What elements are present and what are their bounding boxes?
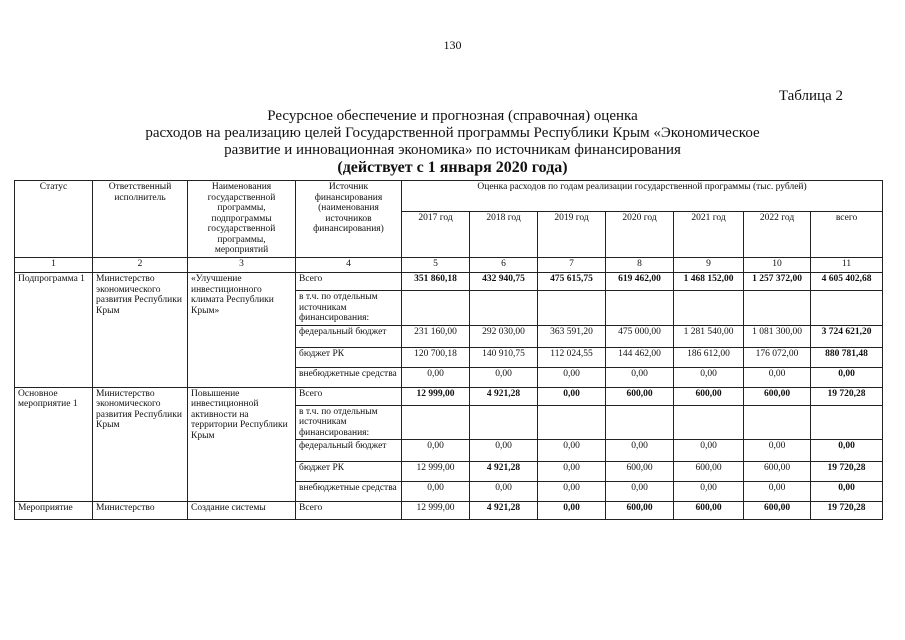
value-cell: 4 921,28	[470, 462, 538, 482]
value-cell: 600,00	[744, 502, 811, 520]
header-year-2017: 2017 год	[402, 212, 470, 258]
value-cell: 19 720,28	[811, 462, 883, 482]
value-cell: 4 921,28	[470, 502, 538, 520]
value-cell: 1 081 300,00	[744, 325, 811, 347]
source-cell: в т.ч. по отдельным источникам финансирования:	[296, 291, 402, 326]
value-cell: 432 940,75	[470, 273, 538, 291]
value-cell: 619 462,00	[606, 273, 674, 291]
value-cell: 880 781,48	[811, 347, 883, 367]
value-cell: 351 860,18	[402, 273, 470, 291]
block-executor: Министерство экономического развития Республики Крым	[93, 273, 188, 388]
value-cell: 231 160,00	[402, 325, 470, 347]
col-number: 8	[606, 258, 674, 273]
value-cell: 600,00	[744, 387, 811, 405]
block-status: Подпрограмма 1	[15, 273, 93, 388]
value-cell: 19 720,28	[811, 502, 883, 520]
header-year-2022: 2022 год	[744, 212, 811, 258]
value-cell: 600,00	[744, 462, 811, 482]
block-name: Создание системы	[188, 502, 296, 520]
value-cell	[674, 291, 744, 326]
source-cell: Всего	[296, 387, 402, 405]
block-executor: Министерство экономического развития Республики Крым	[93, 387, 188, 502]
source-cell: в т.ч. по отдельным источникам финансирования:	[296, 405, 402, 440]
value-cell: 0,00	[674, 367, 744, 387]
title-line-2: расходов на реализацию целей Государственной программы Республики Крым «Экономическое	[145, 125, 760, 141]
value-cell	[402, 291, 470, 326]
header-executor: Ответственный исполнитель	[93, 181, 188, 258]
value-cell: 19 720,28	[811, 387, 883, 405]
block-name: «Улучшение инвестиционного климата Республики Крым»	[188, 273, 296, 388]
value-cell: 0,00	[470, 440, 538, 462]
value-cell: 0,00	[811, 482, 883, 502]
value-cell: 0,00	[402, 367, 470, 387]
header-estimate: Оценка расходов по годам реализации государственной программы (тыс. рублей)	[402, 181, 883, 212]
table-title	[0, 108, 905, 176]
value-cell: 186 612,00	[674, 347, 744, 367]
value-cell	[674, 405, 744, 440]
source-cell: Всего	[296, 273, 402, 291]
value-cell: 0,00	[606, 440, 674, 462]
value-cell: 0,00	[538, 440, 606, 462]
value-cell: 0,00	[470, 367, 538, 387]
col-number: 7	[538, 258, 606, 273]
value-cell: 12 999,00	[402, 462, 470, 482]
value-cell: 0,00	[811, 440, 883, 462]
value-cell: 0,00	[744, 482, 811, 502]
value-cell	[606, 405, 674, 440]
title-line-3: развитие и инновационная экономика» по источникам финансирования	[224, 142, 681, 158]
value-cell: 600,00	[674, 462, 744, 482]
table-row	[15, 387, 883, 405]
header-year-2018: 2018 год	[470, 212, 538, 258]
value-cell: 176 072,00	[744, 347, 811, 367]
value-cell: 0,00	[606, 367, 674, 387]
table-row	[15, 273, 883, 291]
value-cell: 0,00	[538, 482, 606, 502]
title-line-4: (действует с 1 января 2020 года)	[337, 159, 568, 176]
source-cell: бюджет РК	[296, 347, 402, 367]
value-cell	[538, 405, 606, 440]
value-cell	[744, 291, 811, 326]
source-cell: федеральный бюджет	[296, 440, 402, 462]
value-cell: 0,00	[538, 387, 606, 405]
value-cell: 4 921,28	[470, 387, 538, 405]
source-cell: федеральный бюджет	[296, 325, 402, 347]
value-cell: 292 030,00	[470, 325, 538, 347]
value-cell	[811, 405, 883, 440]
value-cell: 600,00	[674, 387, 744, 405]
value-cell: 600,00	[606, 462, 674, 482]
col-number: 4	[296, 258, 402, 273]
source-cell: бюджет РК	[296, 462, 402, 482]
value-cell: 144 462,00	[606, 347, 674, 367]
value-cell: 120 700,18	[402, 347, 470, 367]
page-number: 130	[443, 38, 462, 52]
source-cell: внебюджетные средства	[296, 367, 402, 387]
value-cell: 600,00	[606, 502, 674, 520]
value-cell: 3 724 621,20	[811, 325, 883, 347]
col-number: 11	[811, 258, 883, 273]
col-number: 10	[744, 258, 811, 273]
block-name: Повышение инвестиционной активности на территории Республики Крым	[188, 387, 296, 502]
value-cell: 600,00	[674, 502, 744, 520]
value-cell: 600,00	[606, 387, 674, 405]
value-cell: 475 000,00	[606, 325, 674, 347]
header-year-2020: 2020 год	[606, 212, 674, 258]
value-cell: 1 468 152,00	[674, 273, 744, 291]
value-cell: 363 591,20	[538, 325, 606, 347]
col-number: 2	[93, 258, 188, 273]
value-cell	[811, 291, 883, 326]
value-cell: 140 910,75	[470, 347, 538, 367]
header-year-2019: 2019 год	[538, 212, 606, 258]
value-cell	[538, 291, 606, 326]
source-cell: внебюджетные средства	[296, 482, 402, 502]
table-row	[15, 502, 883, 520]
block-executor: Министерство	[93, 502, 188, 520]
value-cell: 4 605 402,68	[811, 273, 883, 291]
header-year-2021: 2021 год	[674, 212, 744, 258]
col-number: 1	[15, 258, 93, 273]
value-cell	[744, 405, 811, 440]
header-status: Статус	[15, 181, 93, 258]
value-cell: 0,00	[470, 482, 538, 502]
value-cell: 0,00	[538, 367, 606, 387]
value-cell: 0,00	[674, 440, 744, 462]
value-cell: 0,00	[538, 502, 606, 520]
title-line-1: Ресурсное обеспечение и прогнозная (справочная) оценка	[267, 108, 638, 124]
value-cell: 0,00	[538, 462, 606, 482]
col-number: 3	[188, 258, 296, 273]
value-cell: 0,00	[744, 440, 811, 462]
budget-table	[14, 180, 883, 520]
block-status: Основное мероприятие 1	[15, 387, 93, 502]
value-cell	[606, 291, 674, 326]
value-cell: 12 999,00	[402, 387, 470, 405]
header-source: Источник финансирования (наименования источников финансирования)	[296, 181, 402, 258]
col-number: 5	[402, 258, 470, 273]
value-cell: 0,00	[811, 367, 883, 387]
value-cell	[470, 405, 538, 440]
source-cell: Всего	[296, 502, 402, 520]
value-cell: 0,00	[402, 440, 470, 462]
value-cell	[470, 291, 538, 326]
value-cell: 0,00	[402, 482, 470, 502]
col-number: 6	[470, 258, 538, 273]
value-cell: 0,00	[744, 367, 811, 387]
value-cell: 1 257 372,00	[744, 273, 811, 291]
table-label: Таблица 2	[778, 88, 843, 104]
value-cell: 1 281 540,00	[674, 325, 744, 347]
block-status: Мероприятие	[15, 502, 93, 520]
value-cell: 12 999,00	[402, 502, 470, 520]
value-cell: 0,00	[606, 482, 674, 502]
header-name: Наименования государственной программы, подпрограммы государственной программы, мероприятий	[188, 181, 296, 258]
value-cell: 112 024,55	[538, 347, 606, 367]
value-cell	[402, 405, 470, 440]
header-total: всего	[811, 212, 883, 258]
value-cell: 0,00	[674, 482, 744, 502]
value-cell: 475 615,75	[538, 273, 606, 291]
col-number: 9	[674, 258, 744, 273]
